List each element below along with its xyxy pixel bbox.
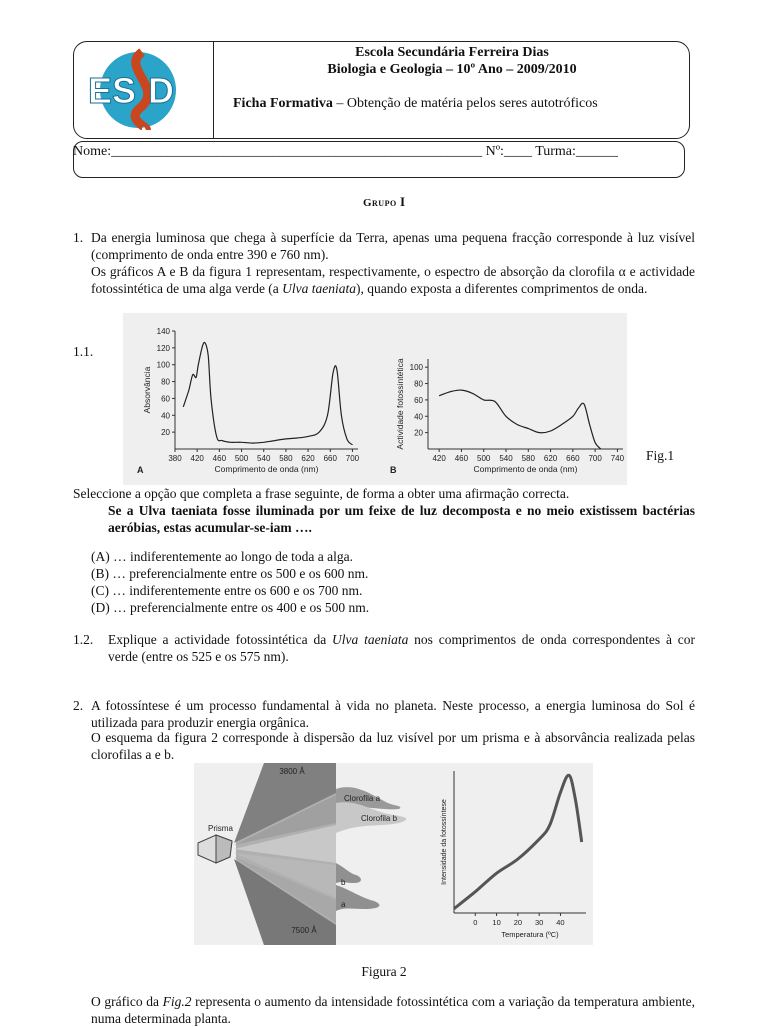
temp-x-tick-label: 40: [556, 918, 564, 927]
q1-p2-a: Os gráficos A e B da figura 1 representam, respectivamente, o espectro de absorção da clorofila α e actividade fotossintética de uma alga verde (a: [91, 264, 695, 296]
q1-1-stem: Se a Ulva taeniata fosse iluminada por um feixe de luz decomposta e no meio existissem bactérias aeróbias, estas acumular-se-iam ….: [108, 502, 695, 536]
top-wavelength-label: 3800 Å: [279, 767, 305, 776]
prism-dispersion-diagram: [194, 763, 434, 945]
figure-2-caption: Figura 2: [0, 963, 768, 980]
temp-x-tick-label: 30: [535, 918, 543, 927]
chart-a-y-tick-label: 40: [161, 411, 170, 420]
option-d[interactable]: (D) … preferencialmente entre os 400 e os 500 nm.: [91, 599, 369, 616]
q2-paragraph-1: A fotossíntese é um processo fundamental à vida no planeta. Neste processo, a energia luminosa do Sol é utilizada para produzir energia orgânica.: [91, 697, 695, 731]
chart-b-x-tick-label: 460: [455, 454, 469, 463]
chart-a-x-tick-label: 620: [301, 454, 315, 463]
worksheet-topic: – Obtenção de matéria pelos seres autotróficos: [336, 96, 597, 111]
chart-b-x-tick-label: 620: [544, 454, 558, 463]
q1-number: 1.: [73, 229, 83, 246]
q1-1-instruction: Seleccione a opção que completa a frase seguinte, de forma a obter uma afirmação correcta.: [73, 485, 569, 502]
q2-p3-fig: Fig.2: [163, 994, 192, 1009]
temp-x-tick-label: 0: [473, 918, 477, 927]
figure-1-label: Fig.1: [646, 447, 674, 464]
option-c[interactable]: (C) … indiferentemente entre os 600 e os 700 nm.: [91, 582, 362, 599]
chart-a-panel-letter: A: [137, 465, 144, 475]
q1-paragraph-2: [91, 263, 695, 297]
chart-b-y-tick-label: 40: [414, 412, 423, 421]
chart-b-y-label: Actividade fotossintética: [395, 358, 405, 449]
chart-a-x-tick-label: 580: [279, 454, 293, 463]
chart-b-panel-letter: B: [390, 465, 397, 475]
chart-a-x-tick-label: 380: [168, 454, 182, 463]
q2-p3-a: O gráfico da: [91, 994, 163, 1009]
chart-a-x-tick-label: 660: [324, 454, 338, 463]
chart-a-y-tick-label: 20: [161, 428, 170, 437]
chart-a-series-line: [183, 342, 352, 444]
q2-number: 2.: [73, 697, 83, 714]
chlorophyll-b-label: Clorofila b: [361, 814, 398, 823]
chart-b-y-tick-label: 80: [414, 380, 423, 389]
chart-b-y-tick-label: 20: [414, 429, 423, 438]
chart-b-x-tick-label: 660: [566, 454, 580, 463]
chart-a-x-tick-label: 540: [257, 454, 271, 463]
chart-b-x-tick-label: 740: [611, 454, 625, 463]
chart-b-x-tick-label: 580: [522, 454, 536, 463]
subject-line: Biologia e Geologia – 10º Ano – 2009/2010: [216, 61, 688, 78]
q1-2-number: 1.2.: [73, 631, 93, 648]
chart-b-x-tick-label: 700: [588, 454, 602, 463]
chart-a-y-tick-label: 120: [157, 344, 171, 353]
group-number: I: [400, 194, 405, 209]
chart-b-y-tick-label: 60: [414, 396, 423, 405]
option-b[interactable]: (B) … preferencialmente entre os 500 e os 600 nm.: [91, 565, 368, 582]
prism-label: Prisma: [208, 824, 233, 833]
a-label: a: [341, 900, 346, 909]
chart-a-x-label: Comprimento de onda (nm): [215, 464, 319, 474]
q1-p2-species: Ulva taeniata: [282, 281, 356, 296]
q1-p2-b: ), quando exposta a diferentes comprimentos de onda.: [356, 281, 647, 296]
chart-b-x-tick-label: 420: [432, 454, 446, 463]
figure-1: [123, 313, 627, 485]
chart-a-y-label: Absorvância: [142, 366, 152, 413]
temp-x-tick-label: 10: [492, 918, 500, 927]
temp-series-line: [454, 775, 582, 908]
worksheet-title: [233, 96, 598, 112]
chlorophyll-a-label: Clorofila a: [344, 794, 381, 803]
chart-b-x-tick-label: 540: [499, 454, 513, 463]
group-label: Grupo: [363, 197, 397, 209]
q2-paragraph-3: [91, 993, 695, 1027]
temp-x-tick-label: 20: [514, 918, 522, 927]
group-heading: [0, 194, 768, 210]
chart-a-y-tick-label: 100: [157, 361, 171, 370]
chart-b-series-line: [439, 390, 601, 449]
svg-text:D: D: [148, 70, 174, 111]
temperature-chart: [434, 763, 593, 945]
temp-x-label: Temperatura (ºC): [501, 930, 559, 939]
header-divider: [213, 41, 214, 138]
chart-a-y-tick-label: 80: [161, 378, 170, 387]
chart-b-x-label: Comprimento de onda (nm): [474, 464, 578, 474]
chart-a-x-tick-label: 420: [191, 454, 205, 463]
chart-a-x-tick-label: 700: [346, 454, 360, 463]
q1-2-species: Ulva taeniata: [332, 632, 408, 647]
q1-paragraph-1: Da energia luminosa que chega à superfície da Terra, apenas uma pequena fracção corresponde à luz visível (comprimento de onda entre 390 e 760 nm).: [91, 229, 695, 263]
b-label: b: [341, 878, 346, 887]
student-info-line[interactable]: Nome:_____________________________________________________ Nº:____ Turma:______: [73, 144, 618, 160]
q1-2-a: Explique a actividade fotossintética da: [108, 632, 332, 647]
option-a[interactable]: (A) … indiferentemente ao longo de toda a alga.: [91, 548, 353, 565]
chart-b-y-tick-label: 100: [410, 363, 424, 372]
chart-a-x-tick-label: 500: [235, 454, 249, 463]
temp-y-label: Intensidade da fotossíntese: [441, 799, 448, 885]
school-name: Escola Secundária Ferreira Dias: [216, 44, 688, 61]
q2-p3-b: representa o aumento da intensidade fotossintética com a variação da temperatura ambiente, numa determinada planta.: [91, 994, 695, 1026]
chart-a-x-tick-label: 460: [213, 454, 227, 463]
svg-text:ES: ES: [88, 70, 136, 111]
chart-b-x-tick-label: 500: [477, 454, 491, 463]
chart-a-y-tick-label: 140: [157, 327, 171, 336]
q1-2-b: nos comprimentos de onda correspondentes à cor verde (entre os 525 e os 575 nm).: [108, 632, 695, 664]
chart-a-y-tick-label: 60: [161, 394, 170, 403]
q2-paragraph-2: O esquema da figura 2 corresponde à dispersão da luz visível por um prisma e à absorvância realizada pelas clorofilas a e b.: [91, 729, 695, 763]
bottom-wavelength-label: 7500 Å: [291, 926, 317, 935]
worksheet-label: Ficha Formativa: [233, 96, 333, 111]
q1-2-text: [108, 631, 695, 665]
q1-1-number: 1.1.: [73, 343, 93, 360]
school-logo: [80, 48, 202, 130]
